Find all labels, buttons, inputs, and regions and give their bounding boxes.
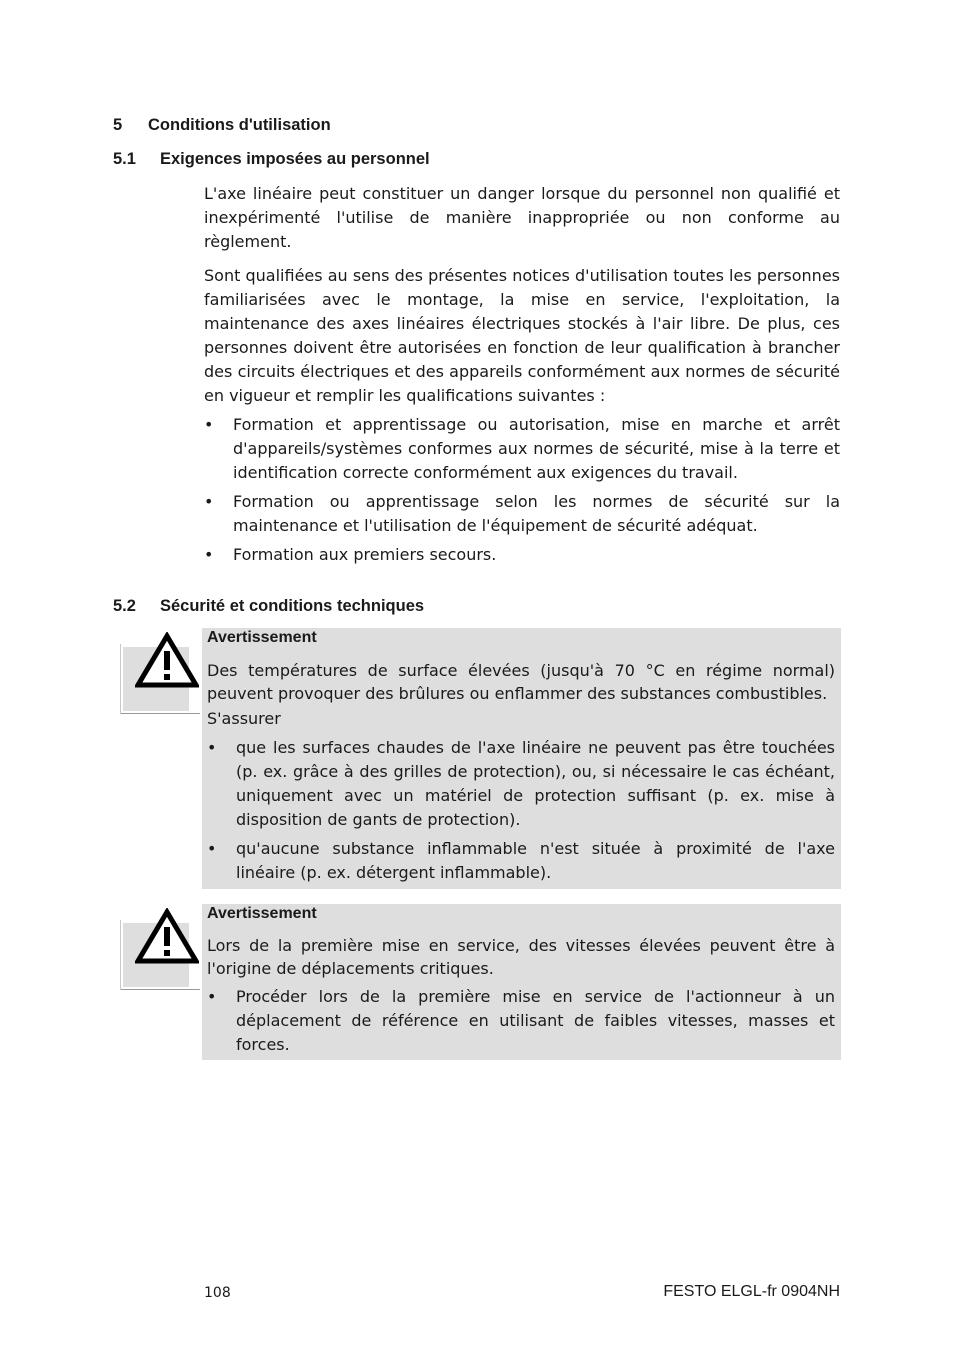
- list-item-text: Formation ou apprentissage selon les normes de sécurité sur la maintenance et l'utilisation de l'équipement de sécurité adéquat.: [233, 492, 840, 535]
- bullet-dot: •: [204, 492, 214, 511]
- list-item: [207, 985, 835, 1057]
- warning-icon-frame: [120, 920, 200, 990]
- section-title: Conditions d'utilisation: [148, 116, 331, 134]
- list-item: [204, 543, 840, 567]
- warning-list: [207, 736, 835, 890]
- list-item-text: Formation aux premiers secours.: [233, 545, 497, 564]
- bullet-dot: •: [204, 545, 214, 564]
- list-item: [207, 736, 835, 832]
- warning-triangle-icon: [135, 908, 199, 964]
- list-item-text: que les surfaces chaudes de l'axe linéaire ne peuvent pas être touchées (p. ex. grâce à des grilles de protection), ou, si nécessaire le cas échéant, uniquement avec un matériel de protection suffisant (p. ex. mise à disposition de gants de protection).: [236, 738, 835, 829]
- document-reference: FESTO ELGL-fr 0904NH: [663, 1283, 840, 1300]
- warning-title: Avertissement: [207, 629, 317, 646]
- list-item-text: Procéder lors de la première mise en service de l'actionneur à un déplacement de référence en utilisant de faibles vitesses, masses et forces.: [236, 987, 835, 1054]
- bullet-dot: •: [207, 738, 217, 757]
- section-heading: [113, 116, 331, 135]
- bullet-dot: •: [207, 987, 217, 1006]
- warning-lead: S'assurer: [207, 709, 281, 728]
- section-number: 5: [113, 116, 123, 134]
- subsection-heading-5-2: [113, 597, 424, 616]
- warning-title: Avertissement: [207, 905, 317, 922]
- subsection-title: Exigences imposées au personnel: [160, 150, 430, 168]
- warning-list: [207, 985, 835, 1062]
- subsection-heading-5-1: [113, 150, 430, 169]
- subsection-title: Sécurité et conditions techniques: [160, 597, 425, 615]
- subsection-number: 5.1: [113, 150, 136, 168]
- paragraph-danger: L'axe linéaire peut constituer un danger lorsque du personnel non qualifié et inexpérimenté l'utilise de manière inappropriée ou non conforme au règlement.: [204, 184, 840, 251]
- list-item-text: qu'aucune substance inflammable n'est située à proximité de l'axe linéaire (p. ex. détergent inflammable).: [236, 839, 835, 882]
- list-item: [204, 490, 840, 538]
- warning-icon-frame: [120, 644, 200, 714]
- list-item: [204, 413, 840, 485]
- list-item-text: Formation et apprentissage ou autorisation, mise en marche et arrêt d'appareils/systèmes conformes aux normes de sécurité, mise à la terre et identification correcte conformément aux exigences du travail.: [233, 415, 840, 482]
- warning-text: Lors de la première mise en service, des vitesses élevées peuvent être à l'origine de déplacements critiques.: [207, 936, 835, 978]
- bullet-dot: •: [204, 415, 214, 434]
- qualification-list: [204, 413, 840, 572]
- paragraph-qualification: Sont qualifiées au sens des présentes notices d'utilisation toutes les personnes familiarisées avec le montage, la mise en service, l'exploitation, la maintenance des axes linéaires électriques stockés à l'air libre. De plus, ces personnes doivent être autorisées en fonction de leur qualification à brancher des circuits électriques et des appareils conformément aux normes de sécurité en vigueur et remplir les qualifications suivantes :: [204, 266, 840, 405]
- warning-box-temperature: [202, 628, 841, 889]
- page-number: 108: [204, 1285, 231, 1301]
- bullet-dot: •: [207, 839, 217, 858]
- warning-box-speed: [202, 904, 841, 1060]
- warning-text: Des températures de surface élevées (jusqu'à 70 °C en régime normal) peuvent provoquer des brûlures ou enflammer des substances combustibles.: [207, 661, 835, 703]
- subsection-number: 5.2: [113, 597, 136, 615]
- list-item: [207, 837, 835, 885]
- warning-triangle-icon: [135, 632, 199, 688]
